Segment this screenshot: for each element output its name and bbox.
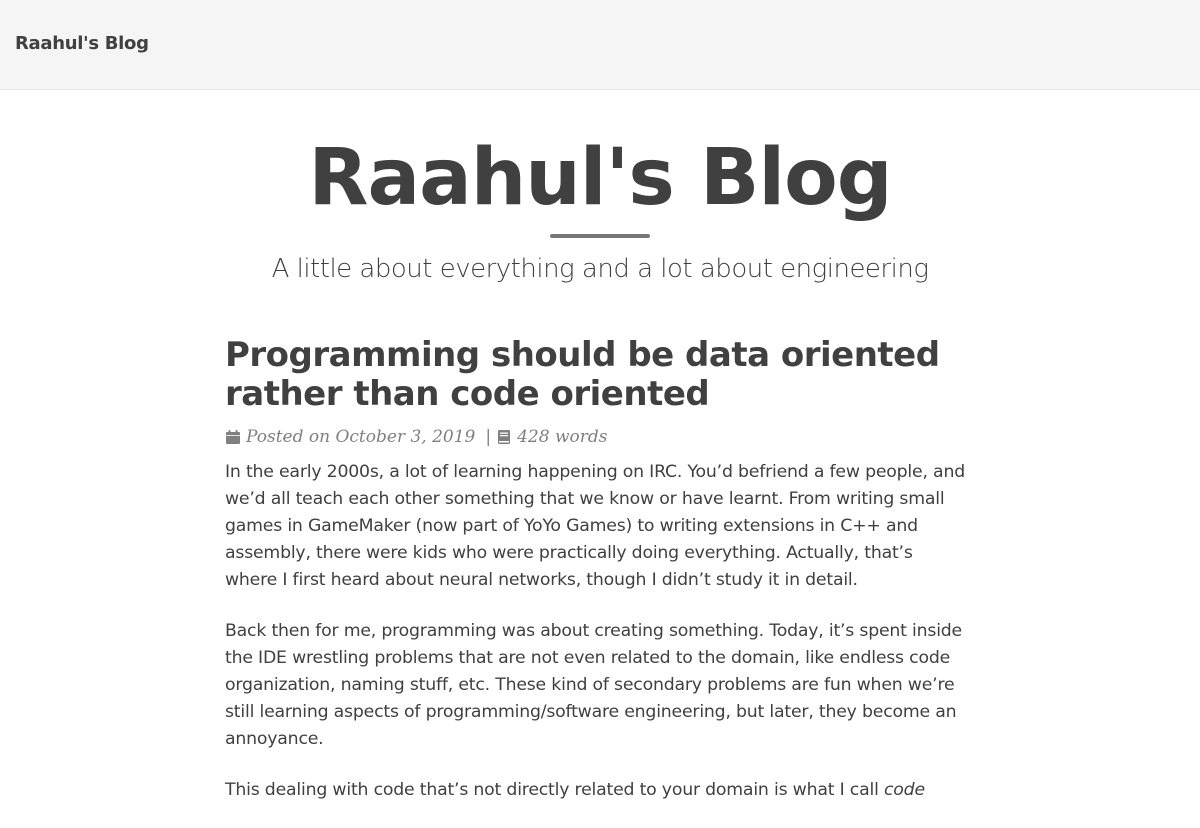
post-meta <box>225 426 965 448</box>
post-paragraph: In the early 2000s, a lot of learning happening on IRC. You’d befriend a few people, and we’d all teach each other something that we know or have learnt. From writing small games in GameMaker (now part of YoYo Games) to writing extensions in C++ and assembly, there were kids who were practically doing everything. Actually, that’s where I first heard about neural networks, though I didn’t study it in detail. <box>225 462 965 590</box>
post-preview <box>225 336 965 828</box>
meta-separator: | <box>485 427 492 447</box>
navbar <box>0 0 1200 90</box>
post-date: Posted on October 3, 2019 <box>246 427 476 447</box>
book-icon <box>496 429 512 445</box>
post-paragraph-text: This dealing with code that’s not directly related to your domain is what I call <box>225 780 884 800</box>
post-paragraph-emphasis: code <box>884 780 925 800</box>
title-divider <box>550 234 650 238</box>
navbar-brand-link[interactable]: Raahul's Blog <box>15 33 149 54</box>
post-paragraph: Back then for me, programming was about creating something. Today, it’s spent inside the IDE wrestling problems that are not even related to the domain, like endless code organization, naming stuff, etc. These kind of secondary problems are fun when we’re still learning aspects of programming/software engineering, but later, they become an annoyance. <box>225 621 962 749</box>
post-excerpt <box>225 459 965 804</box>
post-title-link[interactable]: Programming should be data oriented rather than code oriented <box>225 335 940 414</box>
post-word-count: 428 words <box>517 427 608 447</box>
site-subtitle: A little about everything and a lot about engineering <box>271 254 929 284</box>
site-header <box>0 130 1200 286</box>
site-title: Raahul's Blog <box>308 133 892 223</box>
calendar-icon <box>225 429 241 445</box>
